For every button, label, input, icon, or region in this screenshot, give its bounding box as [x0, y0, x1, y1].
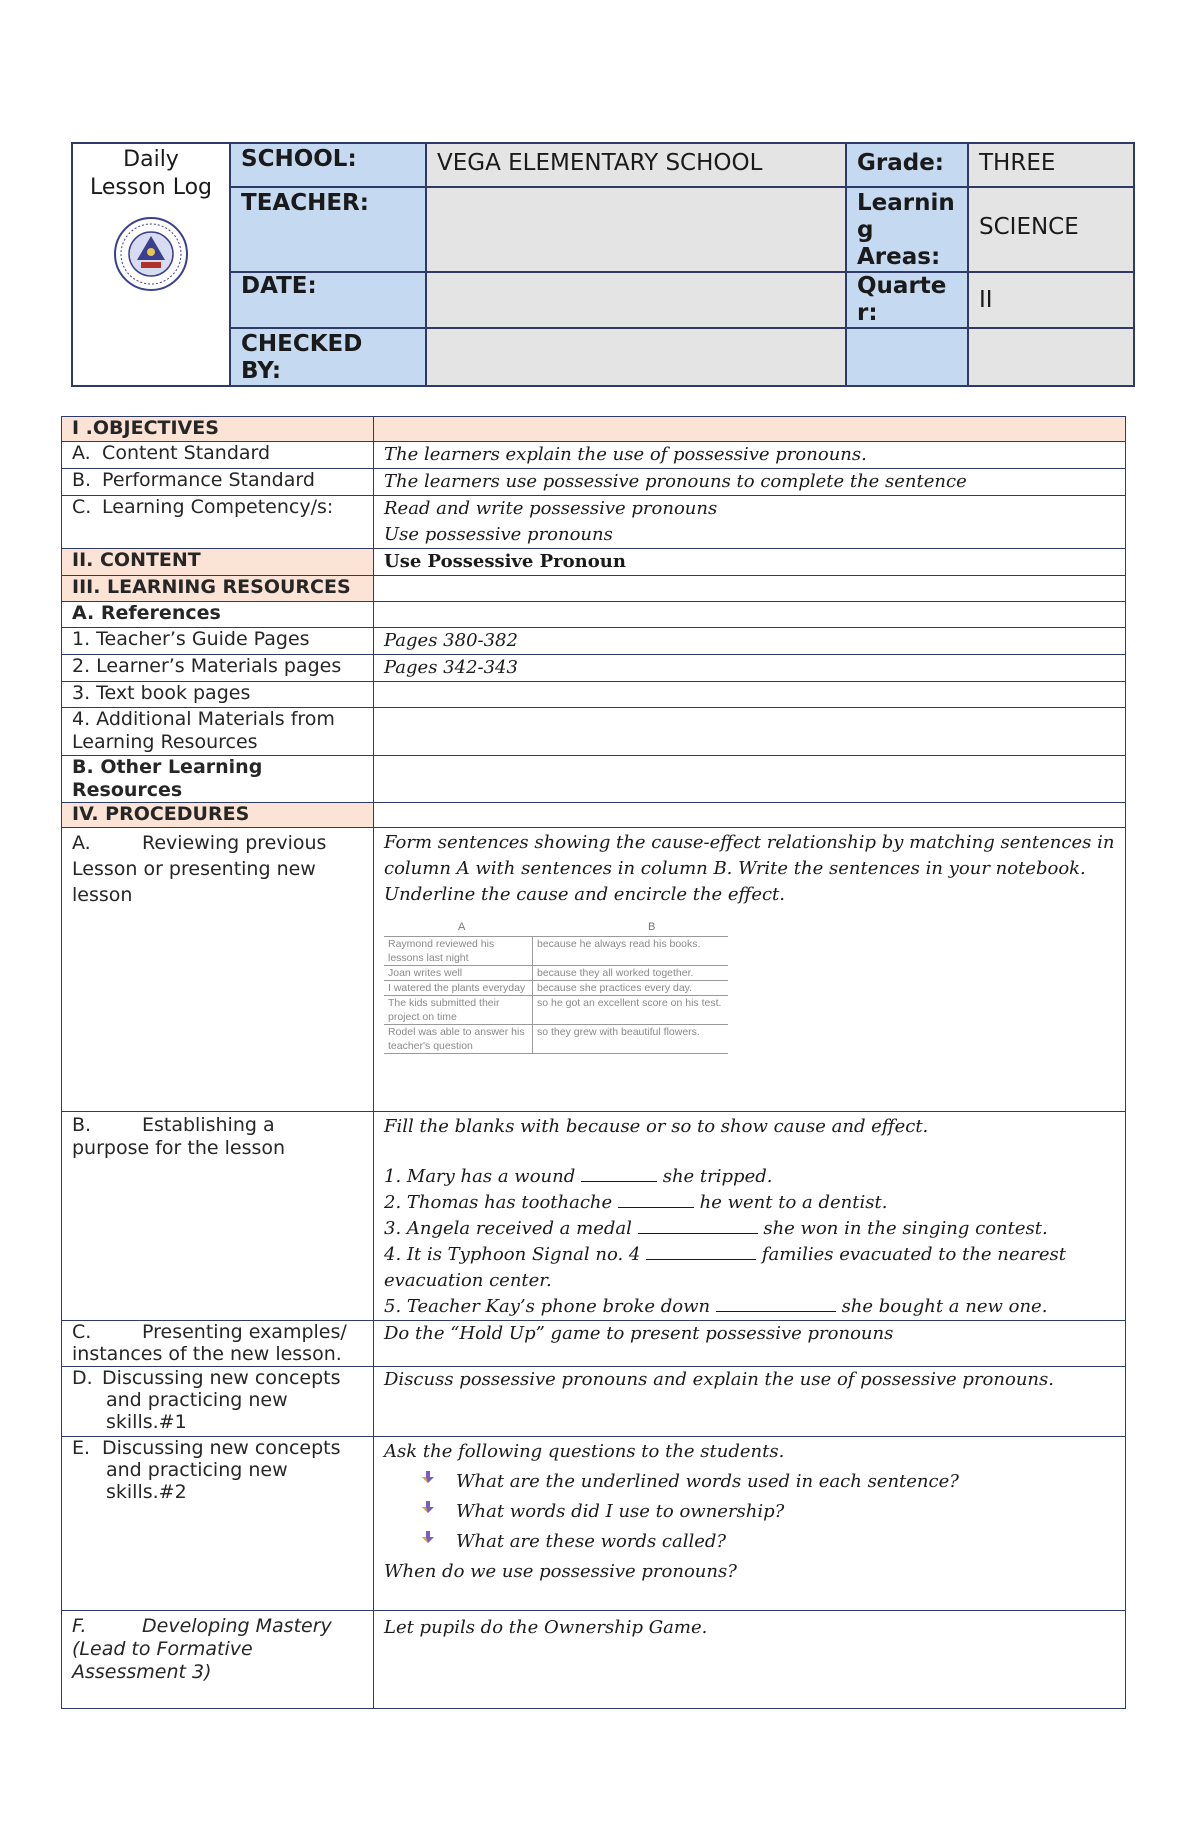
procedure-e-row — [62, 1437, 1126, 1611]
content-standard-value[interactable]: The learners explain the use of possessive pronouns. — [374, 442, 1126, 469]
teachers-guide-label: 1. Teacher’s Guide Pages — [62, 628, 374, 655]
procedures-heading: IV. PROCEDURES — [62, 803, 374, 828]
header-table — [71, 142, 1135, 387]
procedures-heading-row — [62, 803, 1126, 828]
procedure-f-content[interactable]: Let pupils do the Ownership Game. — [374, 1611, 1126, 1709]
content-row — [62, 549, 1126, 576]
additional-materials-row — [62, 708, 1126, 756]
cause-cell: I watered the plants everyday — [384, 981, 533, 996]
checked-by-extra-1 — [846, 328, 968, 386]
performance-standard-value[interactable]: The learners use possessive pronouns to complete the sentence — [374, 469, 1126, 496]
procedure-e-label: E. Discussing new concepts and practicing new skills.#2 — [62, 1437, 374, 1611]
date-label: DATE: — [230, 272, 426, 328]
competency-row: C. Learning Competency/s: Read and write possessive pronouns Use possessive pronouns — [62, 496, 1126, 549]
resources-heading: III. LEARNING RESOURCES — [62, 576, 374, 602]
effect-cell: because she practices every day. — [533, 981, 729, 996]
cause-effect-row — [384, 966, 728, 981]
quarter-label: Quarte r: — [846, 272, 968, 328]
procedure-b-row — [62, 1112, 1126, 1321]
procedure-b-content[interactable]: Fill the blanks with because or so to show cause and effect. 1. Mary has a wound she tripped. 2. Thomas has toothache he went to a dentist. 3. Angela received a medal she won in the singing contest. 4. It is Typhoon Signal no. 4 families evacuated to the nearest evacuation center. 5. Teacher Kay’s phone broke down she bought a new one. — [374, 1112, 1126, 1321]
school-value[interactable]: VEGA ELEMENTARY SCHOOL — [426, 143, 846, 187]
column-b-heading: B — [648, 921, 656, 933]
cause-effect-table-image — [384, 912, 722, 1054]
cause-cell: Joan writes well — [384, 966, 533, 981]
lesson-plan-table — [61, 416, 1126, 1709]
content-heading: II. CONTENT — [62, 549, 374, 576]
grade-value[interactable]: THREE — [968, 143, 1134, 187]
deped-seal-icon — [113, 216, 189, 292]
grade-label: Grade: — [846, 143, 968, 187]
effect-cell: because they all worked together. — [533, 966, 729, 981]
fill-item-3: 3. Angela received a medal she won in the singing contest. — [384, 1218, 1048, 1239]
fill-item-1: 1. Mary has a wound she tripped. — [384, 1166, 773, 1187]
procedure-a-content[interactable]: Form sentences showing the cause-effect relationship by matching sentences in column A with sentences in column B. Write the sentences in your notebook. Underline the cause and encircle the effect. A B Raymond reviewed his lessons last night because he always read his books. Joan writes well because they all worked together. I watered the plants everyday because she practices every day. The kids submitted their project on time so he got an excellent score on his test. Rodel was able to answer his teacher's question so they grew with beautiful flowers. — [374, 828, 1126, 1112]
procedure-c-label: C. Presenting examples/ instances of the new lesson. — [62, 1321, 374, 1367]
learners-materials-row — [62, 655, 1126, 682]
textbook-label: 3. Text book pages — [62, 682, 374, 708]
arrow-bullet-icon — [420, 1499, 436, 1515]
effect-cell: because he always read his books. — [533, 937, 729, 966]
procedure-a-label: A. Reviewing previous Lesson or presenting new lesson — [62, 828, 374, 1112]
other-resources-label: B. Other Learning Resources — [62, 756, 374, 803]
procedure-d-row — [62, 1367, 1126, 1437]
procedure-b-label: B. Establishing a purpose for the lesson — [62, 1112, 374, 1321]
cause-effect-table — [384, 936, 728, 1054]
references-label: A. References — [62, 602, 374, 628]
date-value[interactable] — [426, 272, 846, 328]
content-value[interactable]: Use Possessive Pronoun — [374, 549, 1126, 576]
content-standard-row: A. Content Standard The learners explain the use of possessive pronouns. — [62, 442, 1126, 469]
arrow-bullet-icon — [420, 1469, 436, 1485]
learners-materials-label: 2. Learner’s Materials pages — [62, 655, 374, 682]
competency-label: Learning Competency/s: — [102, 496, 334, 518]
effect-cell: so he got an excellent score on his test. — [533, 996, 729, 1025]
daily-lesson-log-cell — [72, 143, 230, 386]
procedure-f-row — [62, 1611, 1126, 1709]
procedure-d-label: D. Discussing new concepts and practicing new skills.#1 — [62, 1367, 374, 1437]
school-label: SCHOOL: — [230, 143, 426, 187]
cause-cell: Raymond reviewed his lessons last night — [384, 937, 533, 966]
teachers-guide-value[interactable]: Pages 380-382 — [374, 628, 1126, 655]
doc-title-line1: Daily — [123, 147, 179, 172]
question-bullet-1: What are the underlined words used in each sentence? — [384, 1467, 1117, 1497]
cause-effect-row — [384, 996, 728, 1025]
procedure-d-content[interactable]: Discuss possessive pronouns and explain the use of possessive pronouns. — [374, 1367, 1126, 1437]
learning-areas-value[interactable]: SCIENCE — [968, 187, 1134, 272]
performance-standard-label: Performance Standard — [102, 469, 315, 491]
performance-standard-row: B. Performance Standard The learners use possessive pronouns to complete the sentence — [62, 469, 1126, 496]
procedure-e-content[interactable]: Ask the following questions to the students. What are the underlined words used in each sentence? What words did I use to ownership? What are these words called? When do we use possessive pronouns? — [374, 1437, 1126, 1611]
cause-effect-row — [384, 1025, 728, 1054]
procedure-f-label: F. Developing Mastery (Lead to Formative Assessment 3) — [62, 1611, 374, 1709]
column-a-heading: A — [458, 921, 466, 933]
effect-cell: so they grew with beautiful flowers. — [533, 1025, 729, 1054]
cause-cell: The kids submitted their project on time — [384, 996, 533, 1025]
fill-item-4: 4. It is Typhoon Signal no. 4 families evacuated to the nearest — [384, 1244, 1066, 1265]
fill-item-2: 2. Thomas has toothache he went to a dentist. — [384, 1192, 888, 1213]
objectives-heading: I .OBJECTIVES — [62, 417, 374, 442]
checked-by-extra-2 — [968, 328, 1134, 386]
teachers-guide-row — [62, 628, 1126, 655]
doc-title-line2: Lesson Log — [89, 175, 213, 200]
procedure-c-content[interactable]: Do the “Hold Up” game to present possessive pronouns — [374, 1321, 1126, 1367]
learners-materials-value[interactable]: Pages 342-343 — [374, 655, 1126, 682]
arrow-bullet-icon — [420, 1529, 436, 1545]
question-bullet-2: What words did I use to ownership? — [384, 1497, 1117, 1527]
procedure-c-row — [62, 1321, 1126, 1367]
references-row — [62, 602, 1126, 628]
teacher-value[interactable] — [426, 187, 846, 272]
cause-cell: Rodel was able to answer his teacher's question — [384, 1025, 533, 1054]
additional-materials-label: 4. Additional Materials from Learning Resources — [62, 708, 374, 756]
fill-item-5: 5. Teacher Kay’s phone broke down she bought a new one. — [384, 1296, 1048, 1317]
content-standard-label: Content Standard — [102, 442, 271, 464]
checked-by-label: CHECKED BY: — [230, 328, 426, 386]
teacher-label: TEACHER: — [230, 187, 426, 272]
cause-effect-row — [384, 981, 728, 996]
textbook-row — [62, 682, 1126, 708]
cause-effect-row — [384, 937, 728, 966]
question-bullet-3: What are these words called? — [384, 1527, 1117, 1557]
procedure-a-row — [62, 828, 1126, 1112]
competency-value[interactable]: Read and write possessive pronouns Use possessive pronouns — [374, 496, 1126, 549]
objectives-heading-row — [62, 417, 1126, 442]
checked-by-value[interactable] — [426, 328, 846, 386]
resources-heading-row — [62, 576, 1126, 602]
learning-areas-label: Learnin g Areas: — [846, 187, 968, 272]
other-resources-row — [62, 756, 1126, 803]
quarter-value[interactable]: II — [968, 272, 1134, 328]
